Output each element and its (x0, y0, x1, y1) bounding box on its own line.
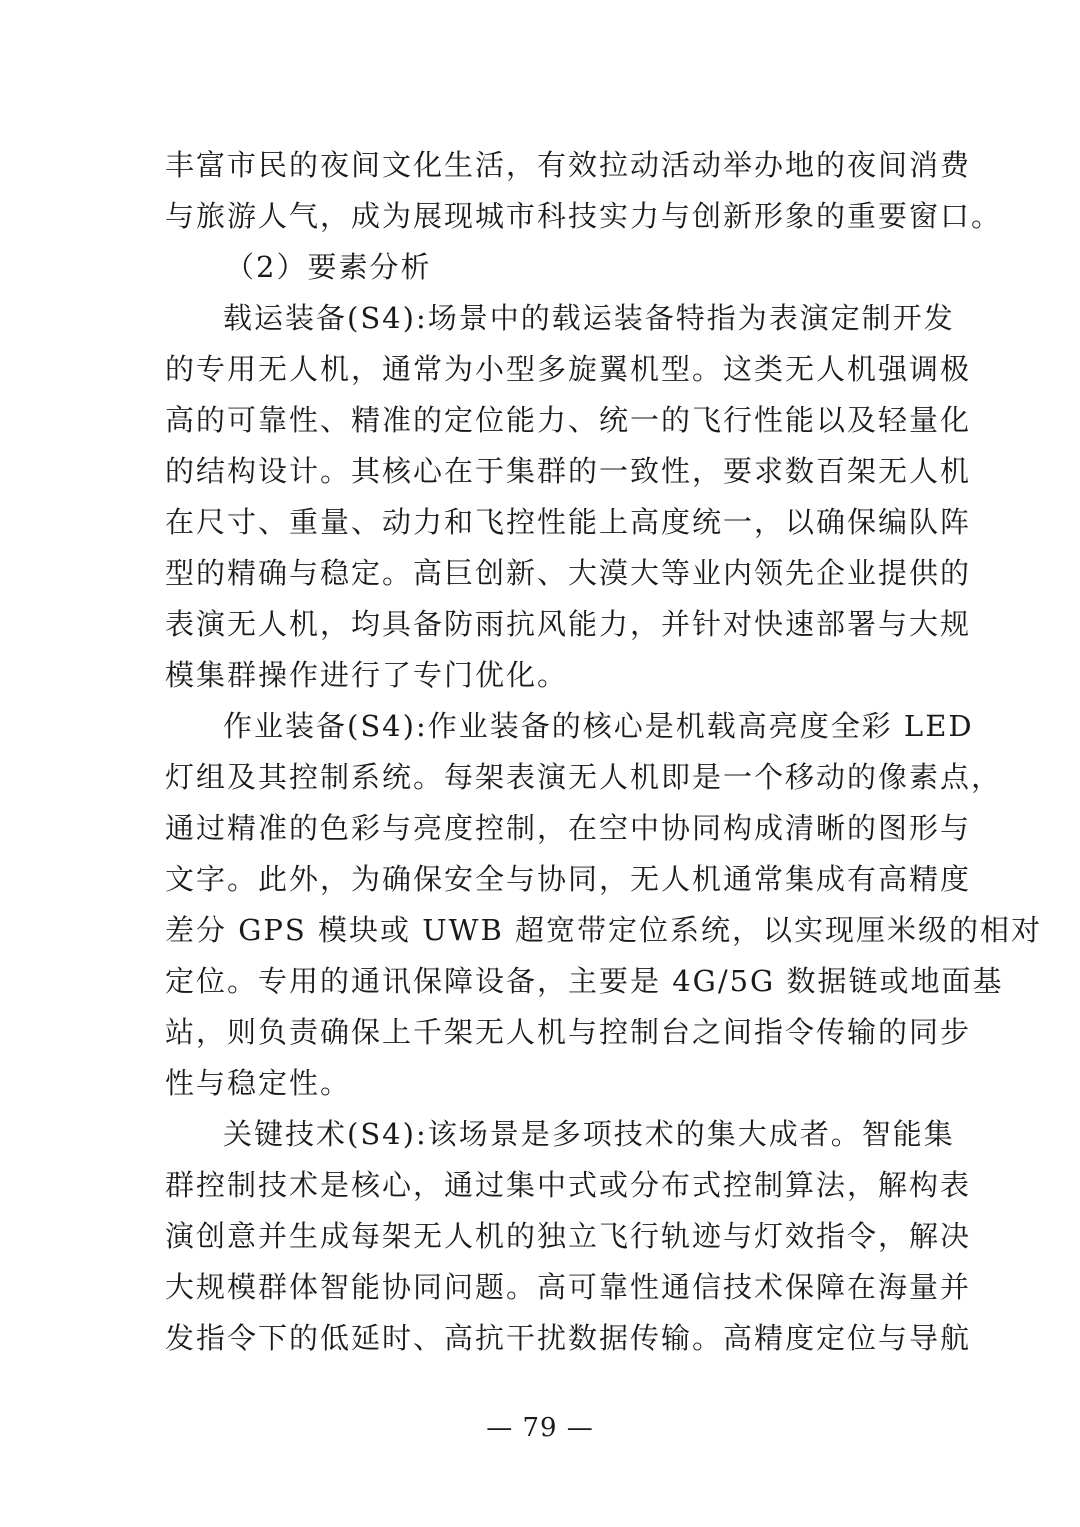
paragraph-start-line: 作业装备(S4):作业装备的核心是机载高亮度全彩 LED (223, 709, 974, 743)
paragraph-start-line: 关键技术(S4):该场景是多项技术的集大成者。智能集 (223, 1117, 955, 1151)
text-line: 站，则负责确保上千架无人机与控制台之间指令传输的同步 (165, 1015, 972, 1049)
text-line: 灯组及其控制系统。每架表演无人机即是一个移动的像素点， (165, 760, 1003, 794)
text-line: 通过精准的色彩与亮度控制，在空中协同构成清晰的图形与 (165, 811, 972, 845)
text-line: 与旅游人气，成为展现城市科技实力与创新形象的重要窗口。 (165, 199, 1003, 233)
text-line: 定位。专用的通讯保障设备，主要是 4G/5G 数据链或地面基 (165, 964, 1004, 998)
text-line: 大规模群体智能协同问题。高可靠性通信技术保障在海量并 (165, 1270, 972, 1304)
text-line: 发指令下的低延时、高抗干扰数据传输。高精度定位与导航 (165, 1321, 972, 1355)
text-line: 在尺寸、重量、动力和飞控性能上高度统一，以确保编队阵 (165, 505, 972, 539)
document-body (165, 140, 1042, 1364)
text-line: 模集群操作进行了专门优化。 (165, 658, 569, 692)
text-line: 演创意并生成每架无人机的独立飞行轨迹与灯效指令，解决 (165, 1219, 972, 1253)
section-heading: （2）要素分析 (225, 250, 432, 284)
text-line: 性与稳定性。 (165, 1066, 352, 1100)
text-line: 型的精确与稳定。高巨创新、大漠大等业内领先企业提供的 (165, 556, 972, 590)
text-line: 丰富市民的夜间文化生活，有效拉动活动举办地的夜间消费 (165, 148, 972, 182)
text-line: 群控制技术是核心，通过集中式或分布式控制算法，解构表 (165, 1168, 972, 1202)
text-line: 差分 GPS 模块或 UWB 超宽带定位系统，以实现厘米级的相对 (165, 913, 1042, 947)
text-line: 高的可靠性、精准的定位能力、统一的飞行性能以及轻量化 (165, 403, 972, 437)
text-line: 文字。此外，为确保安全与协同，无人机通常集成有高精度 (165, 862, 972, 896)
paragraph-start-line: 载运装备(S4):场景中的载运装备特指为表演定制开发 (223, 301, 955, 335)
page-number: — 79 — (486, 1413, 594, 1443)
text-line: 的专用无人机，通常为小型多旋翼机型。这类无人机强调极 (165, 352, 972, 386)
text-line: 表演无人机，均具备防雨抗风能力，并针对快速部署与大规 (165, 607, 972, 641)
text-line: 的结构设计。其核心在于集群的一致性，要求数百架无人机 (165, 454, 972, 488)
